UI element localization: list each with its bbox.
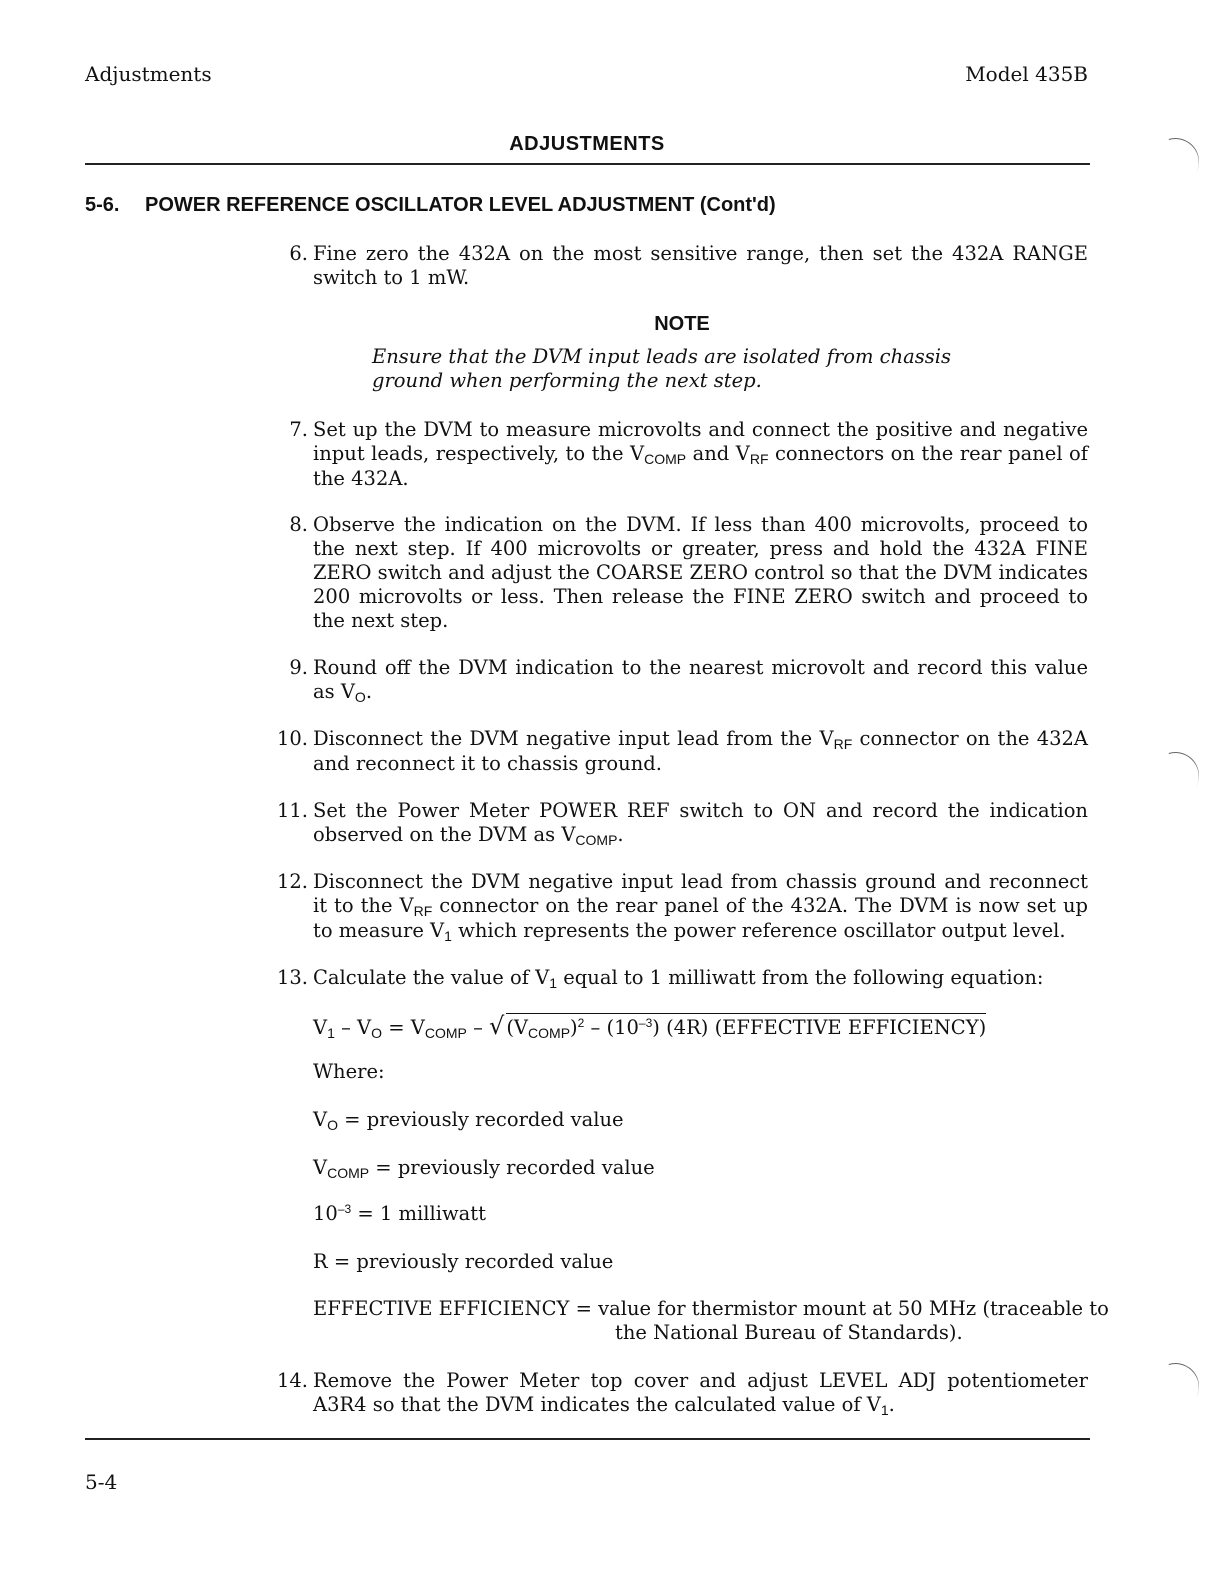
text-run: connector on the 432A and reconnect it to chassis ground.	[313, 727, 1089, 775]
page-number: 5-4	[85, 1470, 118, 1494]
subscript: COMP	[327, 1165, 370, 1181]
step-number: 12.	[276, 870, 308, 893]
text-run: connector on the rear panel of the 432A. The DVM is now set up to measure V	[313, 894, 1088, 942]
note-text: Ensure that the DVM input leads are isolated from chassis ground when performing the next step.	[372, 345, 952, 392]
step-text	[313, 418, 1088, 491]
subscript: O	[371, 1025, 383, 1041]
where-label: Where:	[313, 1060, 385, 1083]
subscript: 1	[327, 1025, 335, 1041]
step-text	[313, 799, 1088, 848]
eq-symbol: V	[313, 1156, 328, 1179]
superscript: –3	[337, 1202, 352, 1216]
eq-term: )	[570, 1016, 578, 1039]
sqrt-radicand	[506, 1013, 986, 1039]
eq-operator: –	[334, 1016, 358, 1039]
definition-text: = previously recorded value	[337, 1108, 624, 1131]
eq-term: – (10	[584, 1016, 639, 1039]
binder-hole-mark	[1144, 744, 1208, 808]
step-text	[313, 656, 1088, 705]
text-run: Disconnect the DVM negative input lead from the V	[313, 727, 834, 750]
subscript: O	[354, 689, 366, 705]
text-run: Round off the DVM indication to the nearest microvolt and record this value as V	[313, 656, 1088, 703]
subscript: COMP	[424, 1025, 467, 1041]
section-heading	[85, 194, 776, 217]
running-header-right: Model 435B	[965, 62, 1088, 86]
step-text: Fine zero the 432A on the most sensitive range, then set the 432A RANGE switch to 1 mW.	[313, 242, 1088, 289]
binder-hole-mark	[1144, 1355, 1208, 1419]
where-efficiency-line1: EFFECTIVE EFFICIENCY = value for thermistor mount at 50 MHz (traceable to	[313, 1297, 1109, 1320]
step-13	[268, 966, 1088, 991]
step-number: 8.	[289, 513, 308, 536]
step-number: 6.	[289, 242, 308, 265]
eq-symbol: V	[357, 1016, 372, 1039]
step-14	[268, 1369, 1088, 1418]
text-run: Calculate the value of V	[313, 966, 550, 989]
text-run: Remove the Power Meter top cover and adjust LEVEL ADJ potentiometer A3R4 so that the DVM indicates the calculated value of V	[313, 1369, 1088, 1416]
step-12	[268, 870, 1088, 944]
text-run: equal to 1 milliwatt from the following equation:	[557, 966, 1044, 989]
step-text	[313, 966, 1088, 991]
subscript: 1	[444, 928, 452, 944]
definition-text: = previously recorded value	[369, 1156, 655, 1179]
sqrt-sign: √	[489, 1012, 505, 1040]
subscript: RF	[833, 736, 853, 752]
step-11	[268, 799, 1088, 848]
eq-term: (V	[506, 1016, 529, 1039]
subscript: COMP	[644, 451, 687, 467]
superscript: 2	[577, 1016, 585, 1030]
section-number: 5-6.	[85, 194, 120, 216]
subscript: O	[327, 1117, 338, 1133]
eq-operator: –	[466, 1016, 490, 1039]
subscript: COMP	[528, 1025, 571, 1041]
where-r: R = previously recorded value	[313, 1250, 614, 1273]
section-title: POWER REFERENCE OSCILLATOR LEVEL ADJUSTMENT (Cont'd)	[145, 194, 776, 216]
page-title: ADJUSTMENTS	[509, 133, 665, 155]
equation	[313, 1012, 986, 1040]
where-vcomp	[313, 1156, 655, 1179]
text-run: and V	[686, 442, 750, 465]
superscript: –3	[638, 1016, 653, 1030]
step-number: 14.	[276, 1369, 308, 1392]
eq-symbol: V	[410, 1016, 425, 1039]
where-efficiency-line2: the National Bureau of Standards).	[615, 1321, 963, 1344]
where-vo	[313, 1108, 624, 1131]
step-number: 10.	[276, 727, 308, 750]
text-run: .	[888, 1393, 895, 1416]
step-7	[268, 418, 1088, 491]
subscript: 1	[880, 1402, 889, 1418]
step-text	[313, 870, 1088, 944]
where-milliwatt	[313, 1202, 486, 1225]
subscript: COMP	[575, 832, 618, 848]
step-9	[268, 656, 1088, 705]
step-8	[268, 513, 1088, 633]
text-run: .	[365, 680, 373, 703]
eq-symbol: V	[313, 1108, 328, 1131]
subscript: RF	[749, 451, 769, 467]
text-run: Set up the DVM to measure microvolts and connect the positive and negative input leads, respectively, to the V	[313, 418, 1088, 465]
step-text	[313, 727, 1088, 776]
step-number: 11.	[276, 799, 308, 822]
top-rule	[85, 163, 1090, 165]
step-number: 13.	[276, 966, 308, 989]
eq-term: ) (4R) (EFFECTIVE EFFICIENCY)	[652, 1016, 987, 1039]
text-run: .	[617, 823, 624, 846]
bottom-rule	[85, 1438, 1090, 1440]
step-6	[268, 242, 1088, 290]
text-run: Set the Power Meter POWER REF switch to ON and record the indication observed on the DVM as V	[313, 799, 1088, 846]
subscript: RF	[413, 903, 433, 919]
step-number: 7.	[289, 418, 308, 441]
definition-text: = 1 milliwatt	[351, 1202, 486, 1225]
note-heading: NOTE	[654, 313, 710, 335]
eq-operator: =	[382, 1016, 411, 1039]
running-header-left: Adjustments	[85, 62, 212, 86]
text-run: connectors on the rear panel of the 432A.	[313, 442, 1089, 490]
eq-symbol: V	[313, 1016, 328, 1039]
step-text	[313, 1369, 1088, 1418]
step-text: Observe the indication on the DVM. If less than 400 microvolts, proceed to the next step. If 400 microvolts or greater, press and hold the 432A FINE ZERO switch and adjust the COARSE ZERO control so that the DVM indicates 200 microvolts or less. Then release the FINE ZERO switch and proceed to the next step.	[313, 513, 1088, 632]
text-run: Disconnect the DVM negative input lead from chassis ground and reconnect it to the V	[313, 870, 1088, 917]
subscript: 1	[549, 975, 558, 991]
step-number: 9.	[289, 656, 308, 679]
eq-symbol: 10	[313, 1202, 338, 1225]
step-10	[268, 727, 1088, 776]
text-run: which represents the power reference oscillator output level.	[451, 919, 1066, 942]
